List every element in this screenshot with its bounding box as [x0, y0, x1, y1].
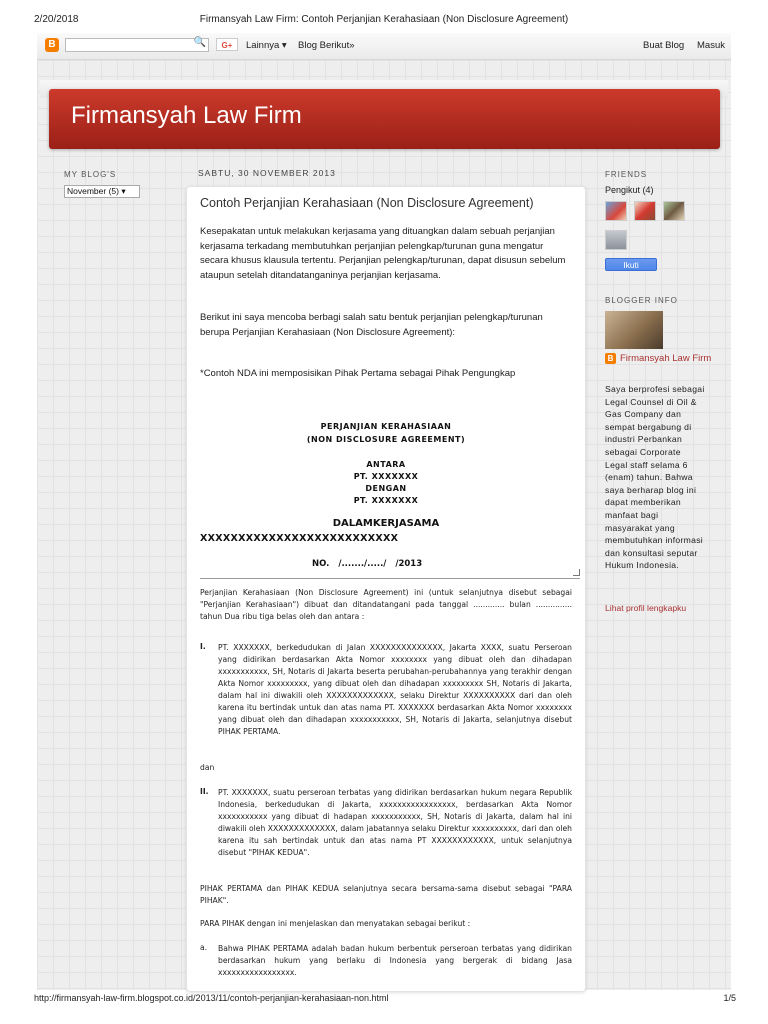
doc-party-2-detail: PT. XXXXXXX, suatu perseroan terbatas yang didirikan berdasarkan hukum negara Republik Indonesia, berkedudukan di Jakarta, xxxxxxxxxxxxxxxxx, berdasarkan Akta Nomor xxxxxxxxxxx yang dibuat di hadapan xxxxxxxxxxx, SH, Notaris di Jakarta, dalam hal ini diwakili oleh XXXXXXXXXXXXX, dalam jabatannya selaku Direktur xxxxxxxxxx, dari dan oleh karena itu sah bertindak untuk dan atas nama PT XXXXXXXXXXXX, untuk selanjutnya disebut "PIHAK KEDUA".	[218, 788, 572, 857]
doc-subtitle: (NON DISCLOSURE AGREEMENT)	[306, 435, 466, 444]
search-icon[interactable]: 🔍	[193, 37, 206, 48]
print-title: Firmansyah Law Firm: Contoh Perjanjian Kerahasiaan (Non Disclosure Agreement)	[199, 14, 569, 25]
post-title[interactable]: Contoh Perjanjian Kerahasiaan (Non Disclosure Agreement)	[200, 196, 534, 210]
post-paragraph-1: Kesepakatan untuk melakukan kerjasama yang dituangkan dalam sebuah perjanjian kerjasama terkadang membutuhkan perjanjian pelengkap/turunan guna mengatur secara khusus klausula tertentu. Perjanjian pelengkap/turunan, dapat disusun sebelum ataupun setelah ditandatanganinya perjanjian kerjasama.	[200, 226, 566, 281]
archive-dropdown[interactable]: November (5) ▾	[64, 185, 140, 198]
follower-count: Pengikut (4)	[605, 185, 654, 195]
sign-in-link[interactable]: Masuk	[697, 40, 725, 51]
post-card	[186, 186, 586, 992]
blogger-info-title: BLOGGER INFO	[605, 296, 678, 305]
profile-name-link[interactable]: Firmansyah Law Firm	[620, 353, 712, 364]
doc-para-pihak: PIHAK PERTAMA dan PIHAK KEDUA selanjutnya secara bersama-sama disebut sebagai "PARA PIHAK".	[200, 884, 572, 905]
doc-statement: PARA PIHAK dengan ini menjelaskan dan menyatakan sebagai berikut :	[200, 919, 471, 928]
print-footer	[0, 993, 768, 1009]
doc-number: NO. /......./...../ /2013	[312, 559, 423, 569]
google-plus-icon[interactable]: G+	[216, 38, 238, 51]
print-page-number: 1/5	[723, 993, 736, 1003]
profile-photo[interactable]	[605, 311, 663, 349]
doc-marker-a: a.	[200, 943, 208, 952]
view-profile-link[interactable]: Lihat profil lengkapku	[605, 603, 687, 613]
follower-avatar[interactable]	[605, 230, 627, 250]
blogger-icon[interactable]: B	[45, 38, 59, 52]
doc-party-1: PT. XXXXXXX	[353, 472, 419, 481]
search-input[interactable]	[65, 38, 209, 52]
archive-widget-title: MY BLOG'S	[64, 170, 117, 179]
doc-recital-a: Bahwa PIHAK PERTAMA adalah badan hukum berbentuk perseroan terbatas yang didirikan berdasarkan hukum yang berlaku di Indonesia yang bergerak di bidang Jasa xxxxxxxxxxxxxxxxx.	[218, 944, 572, 977]
doc-dengan: DENGAN	[365, 484, 407, 493]
post-paragraph-3: *Contoh NDA ini memposisikan Pihak Pertama sebagai Pihak Pengungkap	[200, 368, 516, 379]
doc-intro: Perjanjian Kerahasiaan (Non Disclosure Agreement) ini (untuk selanjutnya disebut sebagai "Perjanjian Kerahasiaan") dibuat dan ditandatangani pada tanggal ............. bulan ............... tahun Dua ribu tiga belas oleh dan antara :	[200, 588, 572, 621]
print-url: http://firmansyah-law-firm.blogspot.co.id/2013/11/contoh-perjanjian-kerahasiaan-non.html	[34, 993, 389, 1003]
sidebar-left	[64, 170, 174, 196]
follow-button[interactable]: Ikuti	[605, 258, 657, 271]
doc-dalam-kerjasama: DALAMKERJASAMA	[332, 518, 440, 529]
doc-party-1-detail: PT. XXXXXXX, berkedudukan di Jalan XXXXXXXXXXXXXX, Jakarta XXXX, suatu Perseroan yang didirikan berdasarkan Akta Nomor xxxxxxxx yang dibuat oleh dan dihadapan xxxxxxxxxxx, SH, Notaris di Jakarta beserta perubahan-perubahannya yang terakhir dengan Akta Nomor xxxxxxxxx, yang dibuat oleh dan dihadapan xxxxxxxxx SH, Notaris di Jakarta, dalam hal ini diwakili oleh XXXXXXXXXXXXX, selaku Direktur XXXXXXXXXX dari dan oleh karena itu bertindak untuk dan atas nama PT. XXXXXXX berdasarkan Akta Nomor xxxxxxxx yang dibuat oleh dan dihadapan xxxxxxxxxxx, SH, Notaris di Jakarta, selanjutnya disebut PIHAK PERTAMA.	[218, 643, 572, 736]
print-header	[0, 14, 768, 30]
doc-cooperation-name: XXXXXXXXXXXXXXXXXXXXXXXXXX	[200, 533, 399, 544]
doc-marker-2: II.	[200, 787, 209, 796]
doc-title: PERJANJIAN KERAHASIAAN	[320, 422, 452, 431]
doc-marker-1: I.	[200, 642, 206, 651]
blog-header	[49, 89, 720, 149]
follower-avatar[interactable]	[605, 201, 627, 221]
doc-antara: ANTARA	[366, 460, 406, 469]
post-paragraph-2: Berikut ini saya mencoba berbagi salah satu bentuk perjanjian pelengkap/turunan berupa Perjanjian Kerahasiaan (Non Disclosure Agreement):	[200, 312, 543, 338]
next-blog-link[interactable]: Blog Berikut»	[298, 40, 355, 51]
create-blog-link[interactable]: Buat Blog	[643, 40, 685, 51]
follower-avatar[interactable]	[634, 201, 656, 221]
sidebar-right	[605, 170, 715, 613]
doc-party-2: PT. XXXXXXX	[353, 496, 419, 505]
doc-divider	[200, 578, 580, 579]
follower-avatar[interactable]	[663, 201, 685, 221]
print-date: 2/20/2018	[34, 14, 79, 25]
profile-about: Saya berprofesi sebagai Legal Counsel di Oil & Gas Company dan sempat bergabung di industri Perbankan sebagai Corporate Legal staff selama 6 (enam) tahun. Bahwa saya berharap blog ini dapat memberikan manfaat bagi masyarakat yang membutuhkan informasi dan konsultasi seputar Hukum Indonesia.	[605, 384, 705, 571]
doc-dan: dan	[200, 763, 215, 772]
scroll-marker-icon	[573, 569, 580, 576]
more-menu[interactable]: Lainnya ▾	[246, 40, 287, 51]
blog-title[interactable]: Firmansyah Law Firm	[71, 102, 302, 129]
post-date: SABTU, 30 NOVEMBER 2013	[198, 168, 336, 178]
blogger-icon: B	[605, 353, 616, 364]
friends-widget-title: FRIENDS	[605, 170, 648, 179]
blogger-navbar	[37, 33, 731, 60]
